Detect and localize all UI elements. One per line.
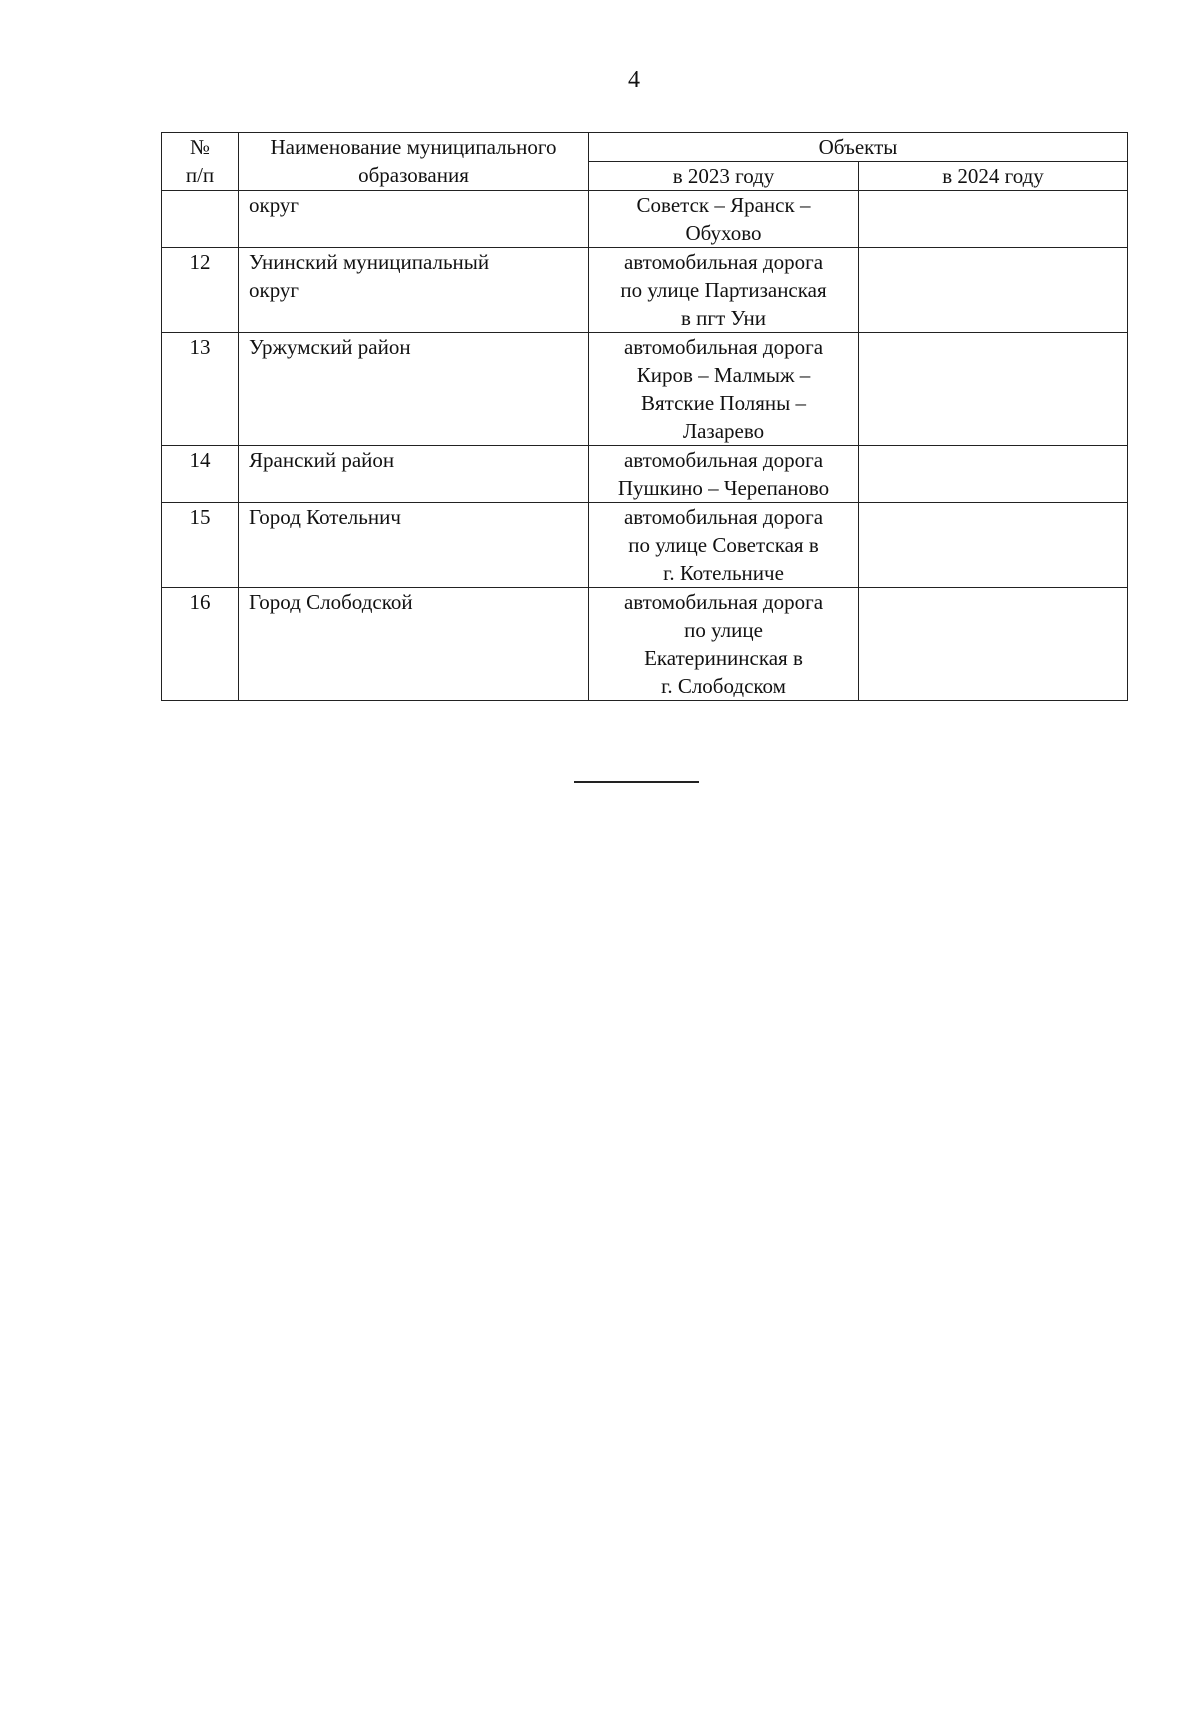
end-of-document-rule [574, 781, 699, 783]
row-object-2024 [859, 503, 1128, 588]
table-row [162, 446, 1128, 503]
header-name [239, 133, 589, 191]
row-name: Город Слободской [239, 588, 589, 701]
row-num: 12 [162, 248, 239, 333]
row-object-2024 [859, 248, 1128, 333]
row-name: Яранский район [239, 446, 589, 503]
table-row [162, 503, 1128, 588]
row-object-2024 [859, 333, 1128, 446]
row-object-2023: автомобильная дорога Киров – Малмыж – Вятские Поляны – Лазарево [589, 333, 859, 446]
row-num [162, 191, 239, 248]
header-num [162, 133, 239, 191]
row-name: округ [239, 191, 589, 248]
row-object-2023: автомобильная дорога по улице Партизанская в пгт Уни [589, 248, 859, 333]
table-row [162, 588, 1128, 701]
row-num: 14 [162, 446, 239, 503]
table-body [162, 191, 1128, 701]
row-object-2023: автомобильная дорога по улице Советская в г. Котельниче [589, 503, 859, 588]
row-name: Унинский муниципальный округ [239, 248, 589, 333]
header-num-line2: п/п [185, 163, 215, 187]
row-object-2024 [859, 191, 1128, 248]
page-number: 4 [628, 67, 640, 93]
row-object-2024 [859, 446, 1128, 503]
header-year-2023: в 2023 году [589, 162, 859, 191]
header-objects: Объекты [589, 133, 1128, 162]
header-num-line1: № [189, 135, 211, 159]
row-name: Уржумский район [239, 333, 589, 446]
row-name: Город Котельнич [239, 503, 589, 588]
header-row [162, 133, 1128, 162]
row-num: 15 [162, 503, 239, 588]
objects-table [161, 132, 1128, 701]
row-object-2023: Советск – Яранск – Обухово [589, 191, 859, 248]
header-name-text: Наименование муниципального образования [270, 135, 557, 187]
table-row [162, 191, 1128, 248]
row-num: 16 [162, 588, 239, 701]
row-object-2023: автомобильная дорога по улице Екатерининская в г. Слободском [589, 588, 859, 701]
table-row [162, 248, 1128, 333]
table-row [162, 333, 1128, 446]
row-num: 13 [162, 333, 239, 446]
row-object-2023: автомобильная дорога Пушкино – Черепаново [589, 446, 859, 503]
row-object-2024 [859, 588, 1128, 701]
table-header [162, 133, 1128, 191]
header-year-2024: в 2024 году [859, 162, 1128, 191]
